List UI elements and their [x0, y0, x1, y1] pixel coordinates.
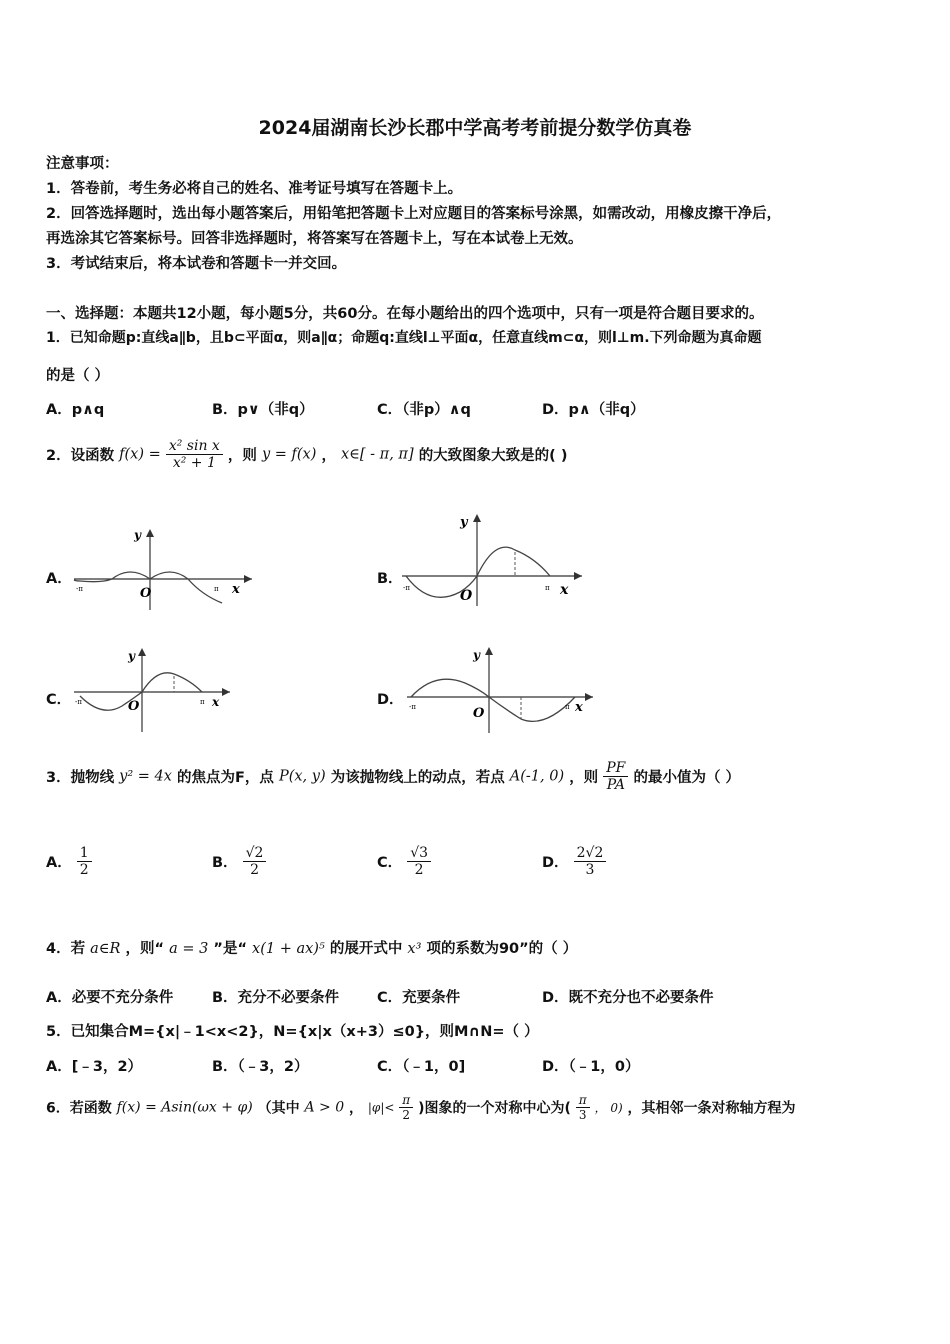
q4-option-d: D．既不充分也不必要条件 — [542, 990, 714, 1006]
q4-mid2: ”是“ — [213, 941, 247, 957]
q3-prefix: 3．抛物线 — [46, 770, 115, 786]
q3-stem — [46, 760, 740, 793]
q3-option-b-frac — [243, 845, 267, 878]
q2-graph-a-y: y — [134, 528, 141, 542]
q3-option-b-den: 2 — [250, 862, 259, 878]
notice-item-3: 3．考试结束后，将本试卷和答题卡一并交回。 — [46, 256, 347, 272]
q6-function: f(x) = Asin(ωx + φ) — [116, 1099, 253, 1116]
q3-option-d-den: 3 — [585, 862, 595, 878]
q3-mid3: ，则 — [569, 770, 599, 786]
q5-option-c: C．（﹣1，0] — [377, 1059, 466, 1075]
q3-mid1: 的焦点为F，点 — [177, 770, 274, 786]
q1-stem-cont: 的是（ ） — [46, 368, 110, 384]
q6-stem — [46, 1093, 796, 1122]
q3-suffix: 的最小值为（ ） — [633, 770, 741, 786]
q3-point-a: A(-1, 0) — [509, 768, 565, 785]
q2-graph-c-x: x — [212, 695, 220, 709]
q2-graph-a-o: O — [140, 586, 152, 601]
q3-frac-num: PF — [603, 760, 628, 777]
q4-option-c: C．充要条件 — [377, 990, 461, 1006]
q4-suffix: 项的系数为90”的（ ） — [426, 941, 578, 957]
q2-mid: ，则 — [227, 448, 257, 464]
q2-graph-b-o: O — [460, 588, 473, 604]
q2-stem — [46, 438, 568, 471]
q6-phi: |φ|< — [367, 1100, 395, 1115]
notice-item-1: 1．答卷前，考生务必将自己的姓名、准考证号填写在答题卡上。 — [46, 181, 463, 197]
q6-mid3: )图象的一个对称中心为( — [418, 1100, 571, 1117]
q2-domain: x∈[ - π, π] — [341, 446, 414, 463]
q6-two-den: 2 — [402, 1108, 411, 1122]
q6-suffix: ，其相邻一条对称轴方程为 — [627, 1100, 796, 1117]
q3-option-c-num: √3 — [407, 845, 431, 862]
q6-pi-num: π — [399, 1093, 413, 1108]
q2-option-b-label: B． — [377, 571, 403, 587]
q2-graph-b-pi: π — [545, 584, 550, 592]
q2-graph-b-neg-pi: -π — [403, 584, 410, 592]
q6-zero: ， 0) — [594, 1101, 623, 1115]
q3-mid2: 为该抛物线上的动点，若点 — [330, 770, 505, 786]
q5-stem: 5．已知集合M={x|﹣1<x<2}，N={x|x（x+3）≤0}，则M∩N=（ ） — [46, 1024, 539, 1040]
q3-option-c-frac — [407, 845, 431, 878]
q2-graph-d-pi: π — [565, 703, 570, 711]
q1-option-d: D．p∧（非q） — [542, 402, 645, 418]
q2-graph-d — [405, 645, 600, 737]
q3-fraction — [603, 760, 628, 793]
q4-mid1: ，则“ — [125, 941, 165, 957]
q3-option-c-label: C． — [377, 855, 403, 871]
q4-x-cubed: x³ — [407, 941, 422, 957]
q3-option-a-label: A． — [46, 855, 72, 871]
q2-graph-c-o: O — [128, 699, 140, 714]
q6-three-den: 3 — [578, 1108, 587, 1122]
q2-graph-c-pi: π — [200, 698, 205, 706]
q2-numerator: x² sin x — [166, 438, 223, 455]
q3-frac-den: PA — [606, 777, 625, 793]
notice-item-2-cont: 再选涂其它答案标号。回答非选择题时，将答案写在答题卡上，写在本试卷上无效。 — [46, 231, 583, 247]
page-title: 2024届湖南长沙长郡中学高考考前提分数学仿真卷 — [258, 117, 692, 139]
q4-mid3: 的展开式中 — [329, 941, 403, 957]
q1-option-b: B．p∨（非q） — [212, 402, 314, 418]
q4-prefix: 4．若 — [46, 941, 86, 957]
q3-option-a-num: 1 — [77, 845, 92, 862]
q2-graph-d-o: O — [473, 706, 485, 721]
q2-option-a-label: A． — [46, 571, 72, 587]
q2-graph-d-y: y — [473, 648, 480, 662]
q2-comma: ， — [321, 448, 336, 464]
q3-option-b-num: √2 — [243, 845, 267, 862]
q2-fraction — [166, 438, 223, 471]
q3-option-b-label: B． — [212, 855, 238, 871]
q3-option-d-frac — [574, 845, 607, 878]
q2-denominator: x² + 1 — [172, 455, 216, 471]
q3-option-a — [46, 845, 92, 878]
q3-option-c — [377, 845, 431, 878]
q3-option-d — [542, 845, 606, 878]
q2-graph-c-neg-pi: -π — [75, 698, 82, 706]
q2-graph-a — [72, 525, 257, 615]
section-heading: 一、选择题：本题共12小题，每小题5分，共60分。在每小题给出的四个选项中，只有一项是符合题目要求的。 — [46, 306, 764, 322]
q1-option-a: A．p∧q — [46, 402, 105, 418]
q2-graph-d-x: x — [575, 700, 583, 715]
q5-option-a: A．[﹣3，2） — [46, 1059, 143, 1075]
q5-option-d: D．（﹣1，0） — [542, 1059, 640, 1075]
q6-pi-half — [399, 1093, 413, 1122]
q3-option-b — [212, 845, 266, 878]
q2-function: f(x) = — [119, 446, 161, 463]
q2-option-c-label: C． — [46, 692, 72, 708]
q2-graph-a-pi: π — [214, 585, 219, 593]
q4-option-b: B．充分不必要条件 — [212, 990, 340, 1006]
q6-condition: A > 0 — [304, 1099, 345, 1116]
q2-graph-b-y: y — [460, 515, 468, 530]
q3-option-c-den: 2 — [414, 862, 424, 878]
q1-stem: 1．已知命题p:直线a∥b，且b⊂平面α，则a∥α；命题q:直线l⊥平面α，任意直线m⊂α，则l⊥m.下列命题为真命题 — [46, 330, 762, 346]
q2-prefix: 2．设函数 — [46, 448, 115, 464]
q2-graph-a-neg-pi: -π — [76, 585, 83, 593]
q4-condition: a∈R — [90, 941, 121, 957]
q3-option-a-frac — [77, 845, 92, 878]
q2-graph-c — [72, 646, 237, 736]
q6-mid2: ， — [349, 1100, 363, 1117]
q3-parabola: y² = 4x — [119, 768, 172, 785]
q2-graph-b-x: x — [560, 582, 569, 598]
q1-option-c: C．（非p）∧q — [377, 402, 471, 418]
q2-y-eq: y = f(x) — [261, 446, 317, 463]
q4-expression: x(1 + ax)⁵ — [252, 941, 325, 957]
q2-graph-a-x: x — [232, 582, 240, 597]
q3-point-p: P(x, y) — [278, 768, 326, 785]
q2-option-d-label: D． — [377, 692, 404, 708]
notice-item-2: 2．回答选择题时，选出每小题答案后，用铅笔把答题卡上对应题目的答案标号涂黑，如需改动，用橡皮擦干净后， — [46, 206, 782, 222]
q6-pi-num-2: π — [576, 1093, 590, 1108]
notice-heading: 注意事项： — [46, 156, 119, 172]
q6-mid1: （其中 — [257, 1100, 300, 1117]
q2-suffix: 的大致图象大致是的( ) — [418, 448, 568, 464]
q2-graph-d-neg-pi: -π — [409, 703, 416, 711]
q2-graph-b — [400, 508, 590, 608]
q4-equation: a = 3 — [169, 941, 209, 957]
q6-prefix: 6．若函数 — [46, 1100, 112, 1117]
q2-graph-c-y: y — [128, 649, 135, 663]
q6-pi-third — [576, 1093, 590, 1122]
q5-option-b: B．（﹣3，2） — [212, 1059, 309, 1075]
q3-option-d-label: D． — [542, 855, 569, 871]
q3-option-a-den: 2 — [79, 862, 89, 878]
q4-stem — [46, 937, 577, 958]
q3-option-d-num: 2√2 — [574, 845, 607, 862]
q4-option-a: A．必要不充分条件 — [46, 990, 174, 1006]
